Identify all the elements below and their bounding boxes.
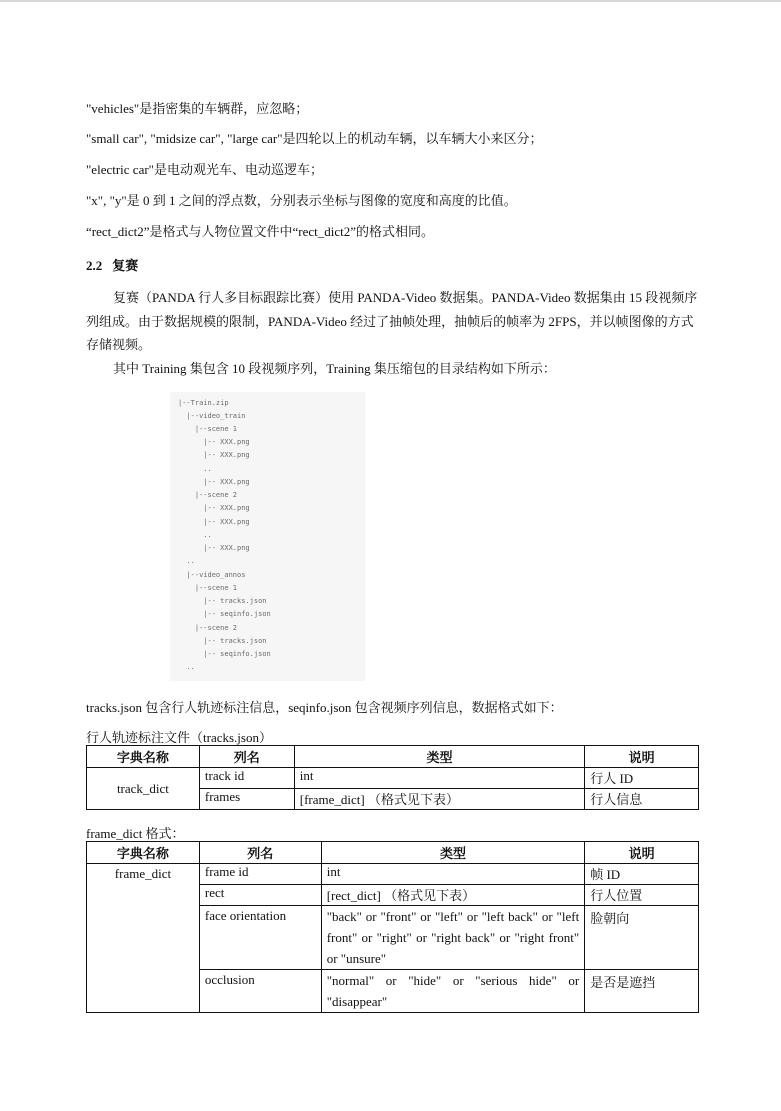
description-cell: 脸朝向 [585, 906, 699, 970]
tracks-table [86, 745, 699, 810]
tree-line: |--video_train [178, 412, 246, 420]
type-cell: int [294, 768, 584, 789]
frame-dict-table [86, 841, 699, 1013]
tree-line: |-- seqinfo.json [178, 610, 271, 618]
header-description: 说明 [585, 842, 699, 864]
paragraph-data-format: tracks.json 包含行人轨迹标注信息，seqinfo.json 包含视频序列信息，数据格式如下： [86, 700, 563, 715]
tree-line: |--scene 1 [178, 584, 238, 592]
tree-line: |--video_annos [178, 571, 246, 579]
table-header-row [87, 842, 699, 864]
tree-line: .. [178, 531, 212, 539]
tree-line: |--scene 2 [178, 624, 238, 632]
table-row [87, 768, 699, 789]
type-cell: [rect_dict] （格式见下表） [321, 885, 584, 906]
page-top-border [0, 0, 781, 2]
column-cell: face orientation [199, 906, 321, 970]
tree-line: |-- XXX.png [178, 518, 250, 526]
tree-line: |-- XXX.png [178, 478, 250, 486]
paragraph-dataset-intro [86, 286, 698, 357]
header-type: 类型 [321, 842, 584, 864]
tree-line: |-- XXX.png [178, 504, 250, 512]
type-cell: "back" or "front" or "left" or "left back" or "left front" or "right" or "right back" or "right front" or "unsure" [321, 906, 584, 970]
tree-line: |-- XXX.png [178, 438, 250, 446]
paragraph-text: 其中 Training 集包含 10 段视频序列，Training 集压缩包的目录结构如下所示： [113, 361, 556, 376]
section-number: 2.2 [86, 258, 103, 273]
tree-line: .. [178, 557, 195, 565]
description-cell: 是否是遮挡 [585, 970, 699, 1013]
tree-line: |-- tracks.json [178, 637, 267, 645]
column-cell: frame id [199, 864, 321, 885]
header-description: 说明 [585, 746, 699, 768]
intro-line-electric-car: "electric car"是电动观光车、电动巡逻车； [86, 162, 323, 177]
header-dict-name: 字典名称 [87, 842, 200, 864]
intro-line-rect-dict2: “rect_dict2”是格式与人物位置文件中“rect_dict2”的格式相同。 [86, 224, 435, 239]
dict-name-cell: track_dict [87, 768, 200, 810]
tree-line: |-- XXX.png [178, 544, 250, 552]
tree-line: |--scene 2 [178, 491, 238, 499]
tree-line: |-- XXX.png [178, 451, 250, 459]
tree-line: |-- tracks.json [178, 597, 267, 605]
header-type: 类型 [294, 746, 584, 768]
tree-line: .. [178, 465, 212, 473]
type-cell: "normal" or "hide" or "serious hide" or "disappear" [321, 970, 584, 1013]
description-cell: 行人位置 [585, 885, 699, 906]
table2-caption: frame_dict 格式： [86, 826, 185, 841]
section-title: 复赛 [112, 258, 139, 273]
description-cell: 行人信息 [585, 789, 699, 810]
tree-line: |--scene 1 [178, 425, 238, 433]
tree-line: .. [178, 663, 195, 671]
type-cell: int [321, 864, 584, 885]
header-column: 列名 [199, 842, 321, 864]
table-row [87, 864, 699, 885]
tree-line: |--Train.zip [178, 399, 229, 407]
paragraph-training-structure [86, 357, 698, 381]
tree-line: |-- seqinfo.json [178, 650, 271, 658]
intro-line-cars: "small car", "midsize car", "large car"是四轮以上的机动车辆，以车辆大小来区分； [86, 131, 543, 146]
column-cell: track id [199, 768, 294, 789]
column-cell: frames [199, 789, 294, 810]
column-cell: rect [199, 885, 321, 906]
description-cell: 帧 ID [585, 864, 699, 885]
intro-line-vehicles: "vehicles"是指密集的车辆群，应忽略； [86, 101, 309, 116]
header-dict-name: 字典名称 [87, 746, 200, 768]
table1-caption: 行人轨迹标注文件（tracks.json） [86, 730, 272, 745]
section-heading [86, 255, 148, 274]
column-cell: occlusion [199, 970, 321, 1013]
header-column: 列名 [199, 746, 294, 768]
directory-tree-image [170, 392, 365, 681]
description-cell: 行人 ID [585, 768, 699, 789]
table-header-row [87, 746, 699, 768]
type-cell: [frame_dict] （格式见下表） [294, 789, 584, 810]
paragraph-text: 复赛（PANDA 行人多目标跟踪比赛）使用 PANDA-Video 数据集。PANDA-Video 数据集由 15 段视频序列组成。由于数据规模的限制，PANDA-Video 经过了抽帧处理，抽帧后的帧率为 2FPS，并以帧图像的方式存储视频。 [86, 290, 698, 352]
intro-line-xy: "x", "y"是 0 到 1 之间的浮点数，分别表示坐标与图像的宽度和高度的比值。 [86, 193, 517, 208]
dict-name-cell: frame_dict [87, 864, 200, 1013]
